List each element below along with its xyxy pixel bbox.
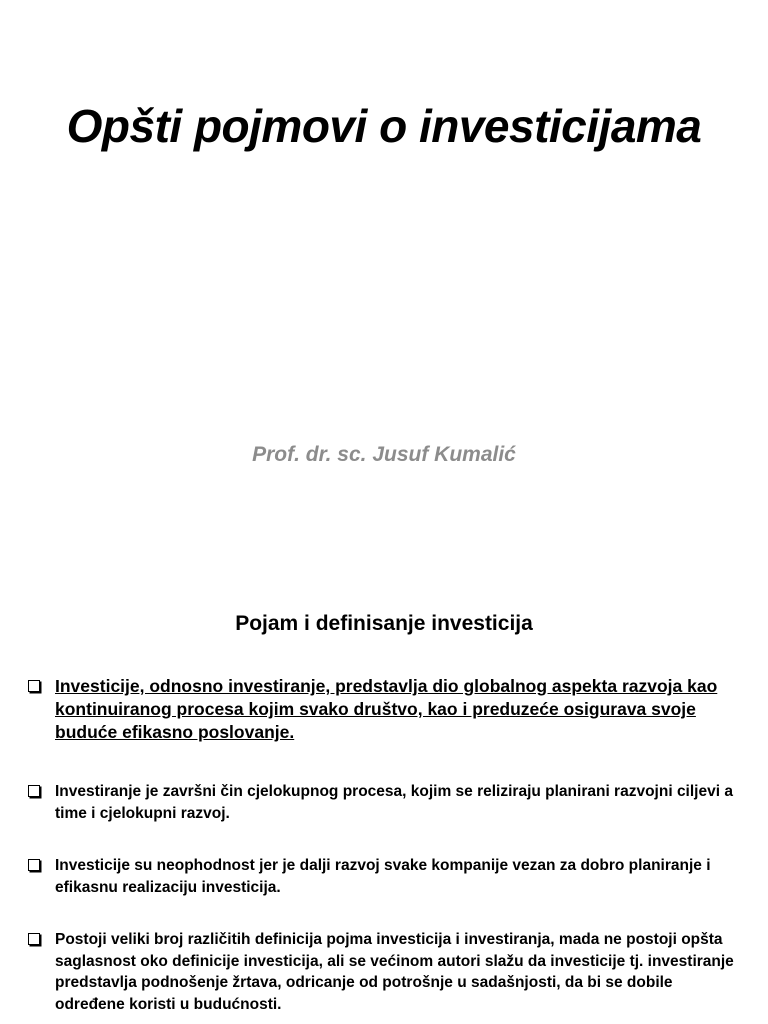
- list-item-text: Investicije su neophodnost jer je dalji razvoj svake kompanije vezan za dobro planiranje i efikasnu realizaciju investicija.: [55, 857, 711, 896]
- section-heading: Pojam i definisanje investicija: [235, 612, 533, 635]
- list-item: [28, 929, 740, 1015]
- checkbox-square-icon: [28, 680, 40, 692]
- list-item-text: Investiranje je završni čin cjelokupnog procesa, kojim se relizirаju planirani razvojni ciljevi a time i cjelokupni razvoj.: [55, 783, 733, 822]
- author-subtitle: Prof. dr. sc. Jusuf Kumalić: [252, 443, 516, 466]
- checkbox-square-icon: [28, 785, 40, 797]
- list-item: [28, 675, 740, 744]
- list-item: [28, 855, 740, 898]
- list-item-text: Postoji veliki broj različitih definicija pojma investicija i investiranja, mada ne postoji opšta saglasnost oko definicije investicija, ali se većinom autori slažu da investicije tj. investiranje predstavlja podnošenje žrtava, odricanje od potrošnje u sadašnjosti, da bi se dobile određene koristi u budućnosti.: [55, 931, 734, 1013]
- bullet-list: [28, 675, 740, 1015]
- list-item: [28, 781, 740, 824]
- checkbox-square-icon: [28, 933, 40, 945]
- page-title: Opšti pojmovi o investicijama: [66, 100, 702, 152]
- checkbox-square-icon: [28, 859, 40, 871]
- list-item-text: Investicije, odnosno investiranje, predstavlja dio globalnog aspekta razvoja kao kontinuiranog procesa kojim svako društvo, kao i preduzeće osigurava svoje buduće efikasno poslovanje.: [55, 676, 718, 742]
